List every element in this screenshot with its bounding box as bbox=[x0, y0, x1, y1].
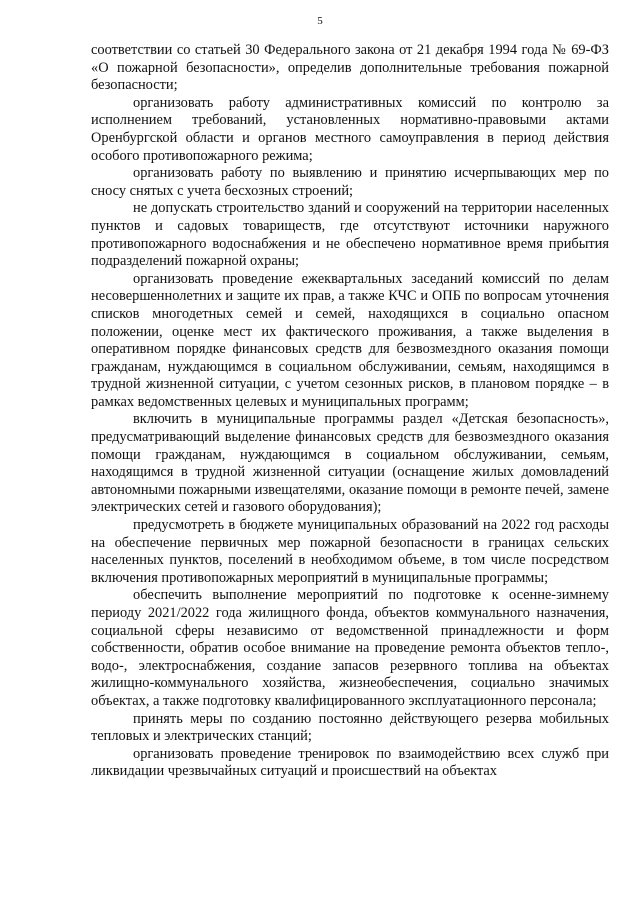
paragraph-7: предусмотреть в бюджете муниципальных образований на 2022 год расходы на обеспечение первичных мер пожарной безопасности в границах сельских населенных пунктов, поселений в необходимом объеме, в том числе посредством включения противопожарных мероприятий в муниципальные программы; bbox=[91, 517, 609, 586]
paragraph-4: не допускать строительство зданий и сооружений на территории населенных пунктов и садовых товариществ, где отсутствуют источники наружного противопожарного водоснабжения и не обеспечено нормативное время прибытия подразделений пожарной охраны; bbox=[91, 200, 609, 270]
paragraph-5: организовать проведение ежеквартальных заседаний комиссий по делам несовершеннолетних и защите их прав, а также КЧС и ОПБ по вопросам уточнения списков многодетных семей и семей, находящихся в социально опасном положении, оценке мест их фактического проживания, а также выделения в оперативном порядке финансовых средств для безвозмездного оказания помощи гражданам, нуждающимся в социальном обслуживании, семьям, находящимся в трудной жизненной ситуации, с учетом сезонных рисков, в плановом порядке – в рамках ведомственных целевых и муниципальных программ; bbox=[91, 270, 609, 410]
paragraph-10: организовать проведение тренировок по взаимодействию всех служб при ликвидации чрезвычайных ситуаций и происшествий на объектах bbox=[91, 745, 609, 780]
paragraph-2: организовать работу административных комиссий по контролю за исполнением требований, установленных нормативно-правовыми актами Оренбургской области и органов местного самоуправления в период действия особого противопожарного режима; bbox=[91, 94, 609, 164]
page-number: 5 bbox=[317, 15, 323, 27]
paragraph-6: включить в муниципальные программы раздел «Детская безопасность», предусматривающий выделение финансовых средств для безвозмездного оказания помощи гражданам, нуждающимся в социальном обслуживании, семьям, находящимся в трудной жизненной ситуации (оснащение жилых домовладений автономными пожарными извещателями, оказание помощи в ремонте печей, замене электрических сетей и газового оборудования); bbox=[91, 411, 609, 516]
document-body bbox=[91, 42, 609, 781]
paragraph-3: организовать работу по выявлению и принятию исчерпывающих мер по сносу снятых с учета бесхозных строений; bbox=[91, 165, 609, 199]
paragraph-8: обеспечить выполнение мероприятий по подготовке к осенне-зимнему периоду 2021/2022 года жилищного фонда, объектов коммунального назначения, социальной сферы независимо от ведомственной принадлежности и форм собственности, обратив особое внимание на проведение ремонта объектов тепло-, водо-, электроснабжения, создание запасов резервного топлива на объектах жилищно-коммунального хозяйства, жизнеобеспечения, социально значимых объектах, а также подготовку квалифицированного эксплуатационного персонала; bbox=[91, 587, 609, 709]
paragraph-1: соответствии со статьей 30 Федерального закона от 21 декабря 1994 года № 69-ФЗ «О пожарной безопасности», определив дополнительные требования пожарной безопасности; bbox=[91, 42, 609, 94]
paragraph-9: принять меры по созданию постоянно действующего резерва мобильных тепловых и электрических станций; bbox=[91, 710, 609, 745]
